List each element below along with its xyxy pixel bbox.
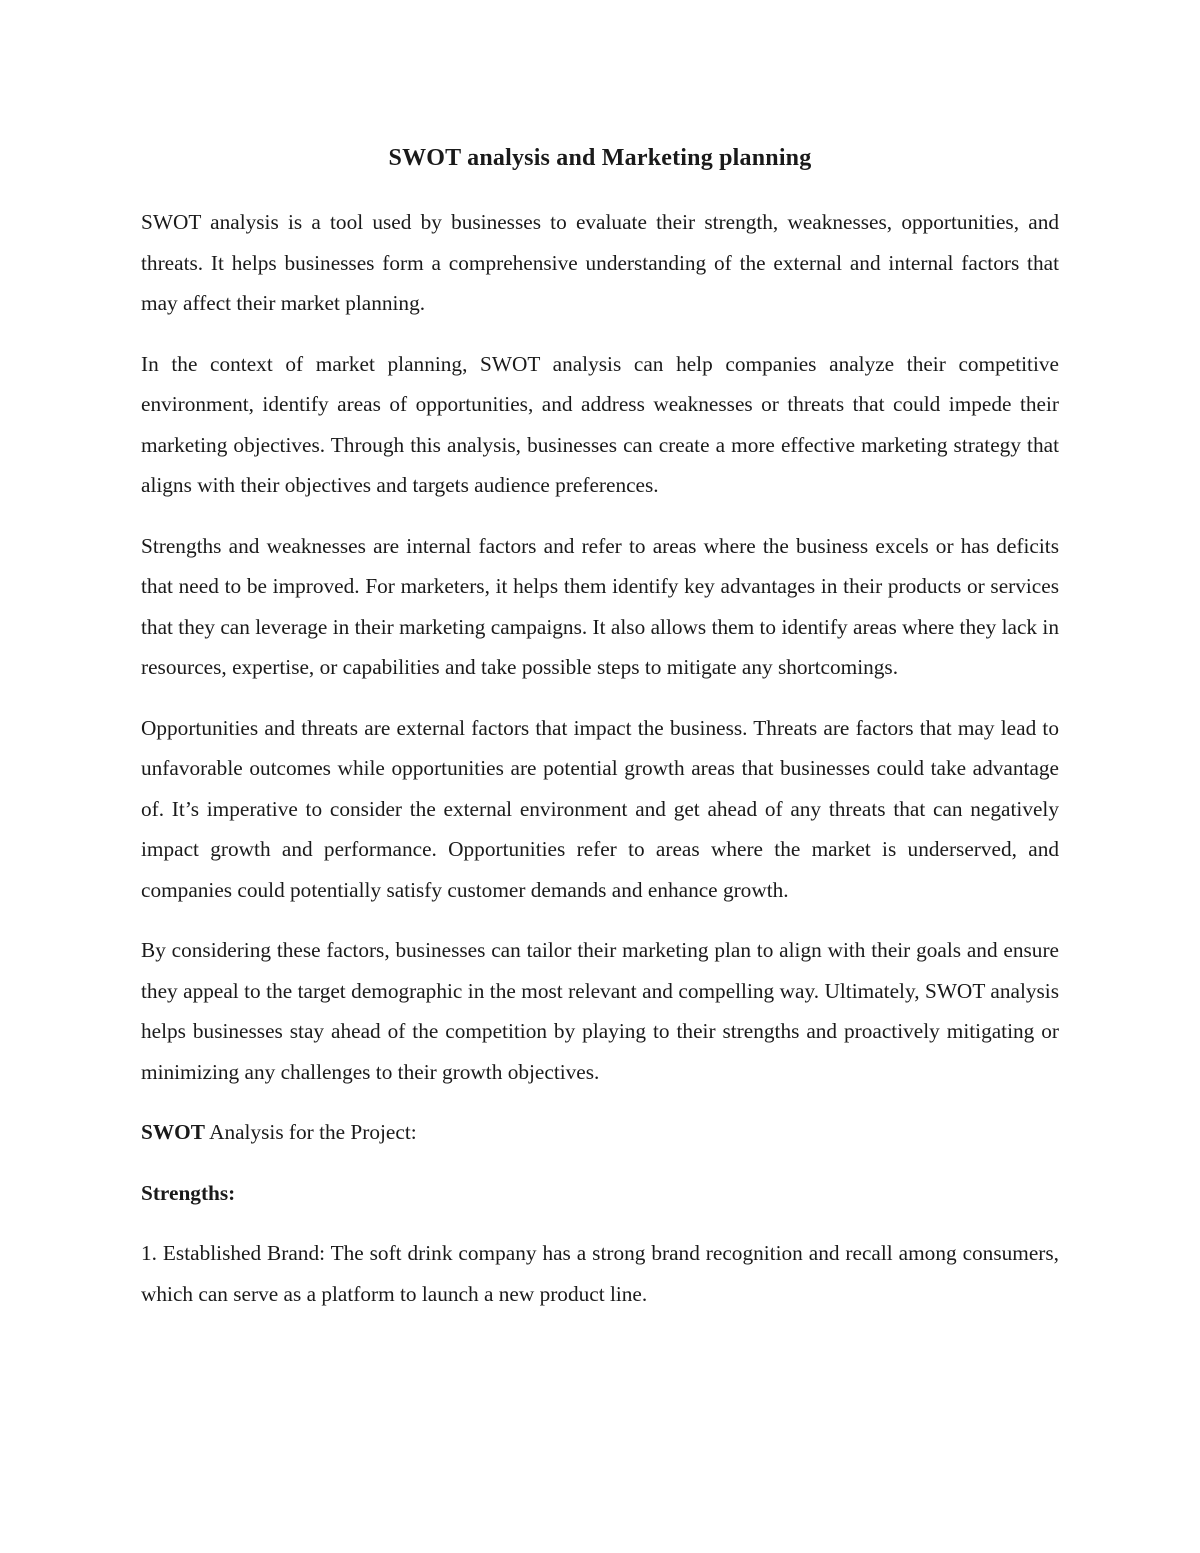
paragraph-strengths-weaknesses: Strengths and weaknesses are internal factors and refer to areas where the business excels or has deficits that need to be improved. For marketers, it helps them identify key advantages in their products or services that they can leverage in their marketing campaigns. It also allows them to identify areas where they lack in resources, expertise, or capabilities and take possible steps to mitigate any shortcomings.	[141, 533, 1059, 679]
swot-bold-label: SWOT	[141, 1120, 205, 1144]
paragraph-conclusion: By considering these factors, businesses can tailor their marketing plan to align with their goals and ensure they appeal to the target demographic in the most relevant and compelling way. Ultimately, SWOT analysis helps businesses stay ahead of the competition by playing to their strengths and proactively mitigating or minimizing any challenges to their growth objectives.	[141, 938, 1059, 1084]
strengths-heading: Strengths:	[141, 1180, 236, 1205]
document-title: SWOT analysis and Marketing planning	[388, 145, 812, 171]
paragraph-market-planning: In the context of market planning, SWOT analysis can help companies analyze their competitive environment, identify areas of opportunities, and address weaknesses or threats that could impede their marketing objectives. Through this analysis, businesses can create a more effective marketing strategy that aligns with their objectives and targets audience preferences.	[141, 351, 1059, 497]
document-body	[141, 138, 1059, 1334]
swot-project-heading	[141, 1112, 1059, 1153]
paragraph-intro: SWOT analysis is a tool used by businesses to evaluate their strength, weaknesses, opportunities, and threats. It helps businesses form a comprehensive understanding of the external and internal factors that may affect their market planning.	[141, 210, 1059, 315]
swot-heading-rest: Analysis for the Project:	[204, 1120, 417, 1144]
paragraph-opportunities-threats: Opportunities and threats are external factors that impact the business. Threats are factors that may lead to unfavorable outcomes while opportunities are potential growth areas that businesses could take advantage of. It’s imperative to consider the external environment and get ahead of any threats that can negatively impact growth and performance. Opportunities refer to areas where the market is underserved, and companies could potentially satisfy customer demands and enhance growth.	[141, 715, 1059, 902]
strength-item-1: 1. Established Brand: The soft drink company has a strong brand recognition and recall among consumers, which can serve as a platform to launch a new product line.	[141, 1241, 1059, 1306]
